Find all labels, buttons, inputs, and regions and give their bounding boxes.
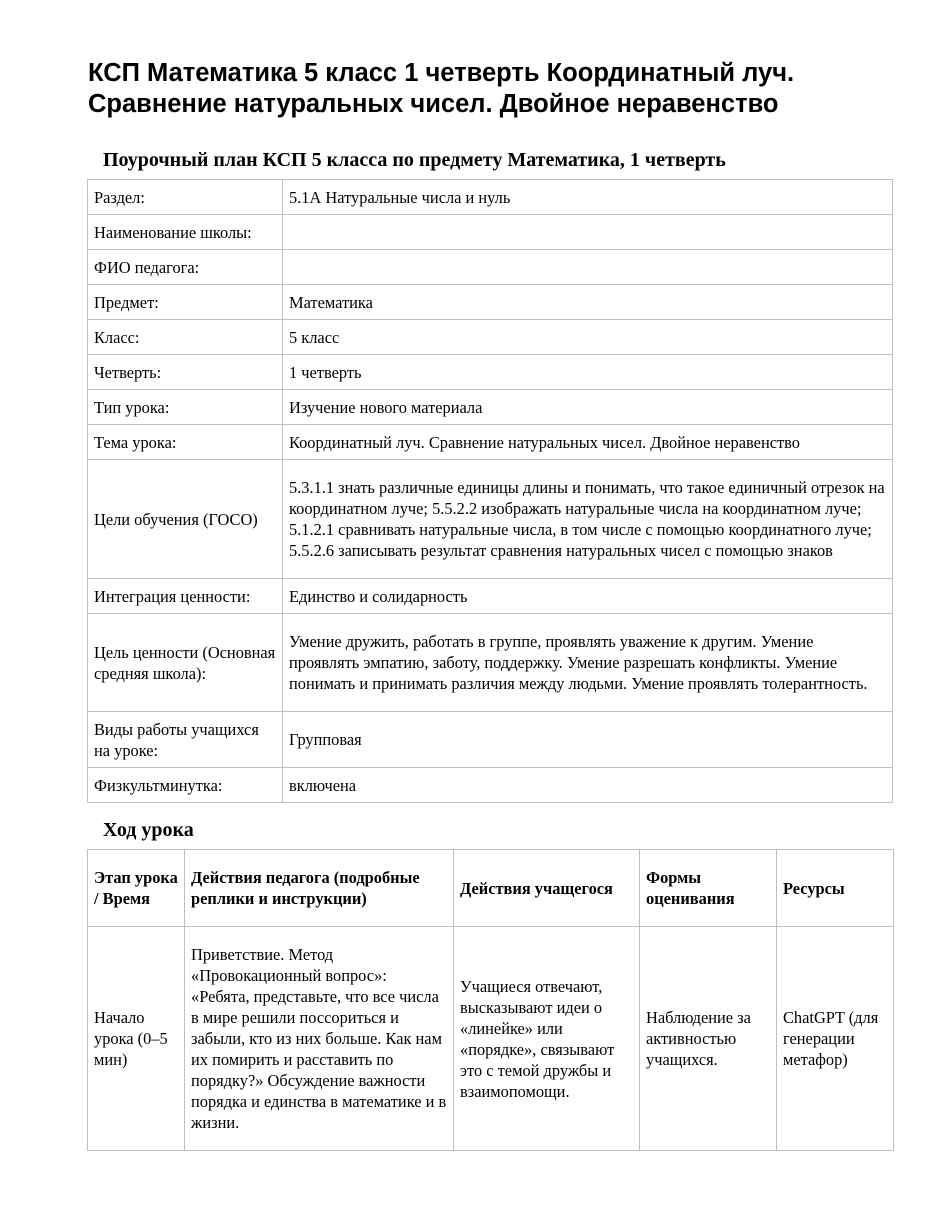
lesson-info-table	[87, 179, 893, 803]
cell-stage: Начало урока (0–5 мин)	[88, 927, 185, 1151]
info-row-value-goal	[88, 614, 893, 712]
info-key: Наименование школы:	[88, 215, 283, 250]
info-value: 5 класс	[283, 320, 893, 355]
info-row-school	[88, 215, 893, 250]
info-row-topic	[88, 425, 893, 460]
cell-student-actions: Учащиеся отвечают, высказывают идеи о «линейке» или «порядке», связывают это с темой дружбы и взаимопомощи.	[454, 927, 640, 1151]
info-value: включена	[283, 768, 893, 803]
info-row-lesson-type	[88, 390, 893, 425]
info-key: Виды работы учащихся на уроке:	[88, 712, 283, 768]
info-key: Интеграция ценности:	[88, 579, 283, 614]
info-key: Цели обучения (ГОСО)	[88, 460, 283, 579]
info-key: ФИО педагога:	[88, 250, 283, 285]
info-key: Четверть:	[88, 355, 283, 390]
info-row-learning-goals	[88, 460, 893, 579]
info-key: Цель ценности (Основная средняя школа):	[88, 614, 283, 712]
document-title: КСП Математика 5 класс 1 четверть Координатный луч. Сравнение натуральных чисел. Двойное неравенство	[88, 59, 795, 118]
cell-assessment: Наблюдение за активностью учащихся.	[640, 927, 777, 1151]
cell-teacher-actions: Приветствие. Метод «Провокационный вопрос»: «Ребята, представьте, что все числа в мире решили поссориться и забыли, кто из них больше. Как нам их помирить и расставить по порядку?» Обсуждение важности порядка и единства в математике и в жизни.	[185, 927, 454, 1151]
info-value: Групповая	[283, 712, 893, 768]
column-header-student-actions: Действия учащегося	[454, 850, 640, 927]
info-row-subject	[88, 285, 893, 320]
cell-resources: ChatGPT (для генерации метафор)	[777, 927, 894, 1151]
info-value: Координатный луч. Сравнение натуральных чисел. Двойное неравенство	[283, 425, 893, 460]
info-key: Раздел:	[88, 180, 283, 215]
info-value	[283, 215, 893, 250]
course-heading: Ход урока	[103, 819, 194, 841]
info-value: 5.3.1.1 знать различные единицы длины и понимать, что такое единичный отрезок на координатном луче; 5.5.2.2 изображать натуральные числа на координатном луче; 5.1.2.1 сравнивать натуральные числа, в том числе с помощью координатного луче; 5.5.2.6 записывать результат сравнения натуральных чисел с помощью знаков	[283, 460, 893, 579]
column-header-resources: Ресурсы	[777, 850, 894, 927]
plan-heading: Поурочный план КСП 5 класса по предмету Математика, 1 четверть	[103, 149, 726, 171]
info-row-pe-break	[88, 768, 893, 803]
table-header-row	[88, 850, 894, 927]
info-value: Единство и солидарность	[283, 579, 893, 614]
info-value: 1 четверть	[283, 355, 893, 390]
info-key: Предмет:	[88, 285, 283, 320]
lesson-course-table	[87, 849, 894, 1151]
info-value: 5.1А Натуральные числа и нуль	[283, 180, 893, 215]
info-row-quarter	[88, 355, 893, 390]
info-value: Изучение нового материала	[283, 390, 893, 425]
info-key: Тип урока:	[88, 390, 283, 425]
column-header-stage: Этап урока / Время	[88, 850, 185, 927]
column-header-assessment: Формы оценивания	[640, 850, 777, 927]
info-key: Физкультминутка:	[88, 768, 283, 803]
info-row-work-types	[88, 712, 893, 768]
info-row-grade	[88, 320, 893, 355]
table-row	[88, 927, 894, 1151]
info-value: Умение дружить, работать в группе, проявлять уважение к другим. Умение проявлять эмпатию, заботу, поддержку. Умение разрешать конфликты. Умение понимать и принимать различия между людьми. Умение проявлять толерантность.	[283, 614, 893, 712]
info-value: Математика	[283, 285, 893, 320]
info-key: Класс:	[88, 320, 283, 355]
info-row-section	[88, 180, 893, 215]
info-value	[283, 250, 893, 285]
info-row-teacher	[88, 250, 893, 285]
column-header-teacher-actions: Действия педагога (подробные реплики и инструкции)	[185, 850, 454, 927]
info-row-value-integration	[88, 579, 893, 614]
info-key: Тема урока:	[88, 425, 283, 460]
